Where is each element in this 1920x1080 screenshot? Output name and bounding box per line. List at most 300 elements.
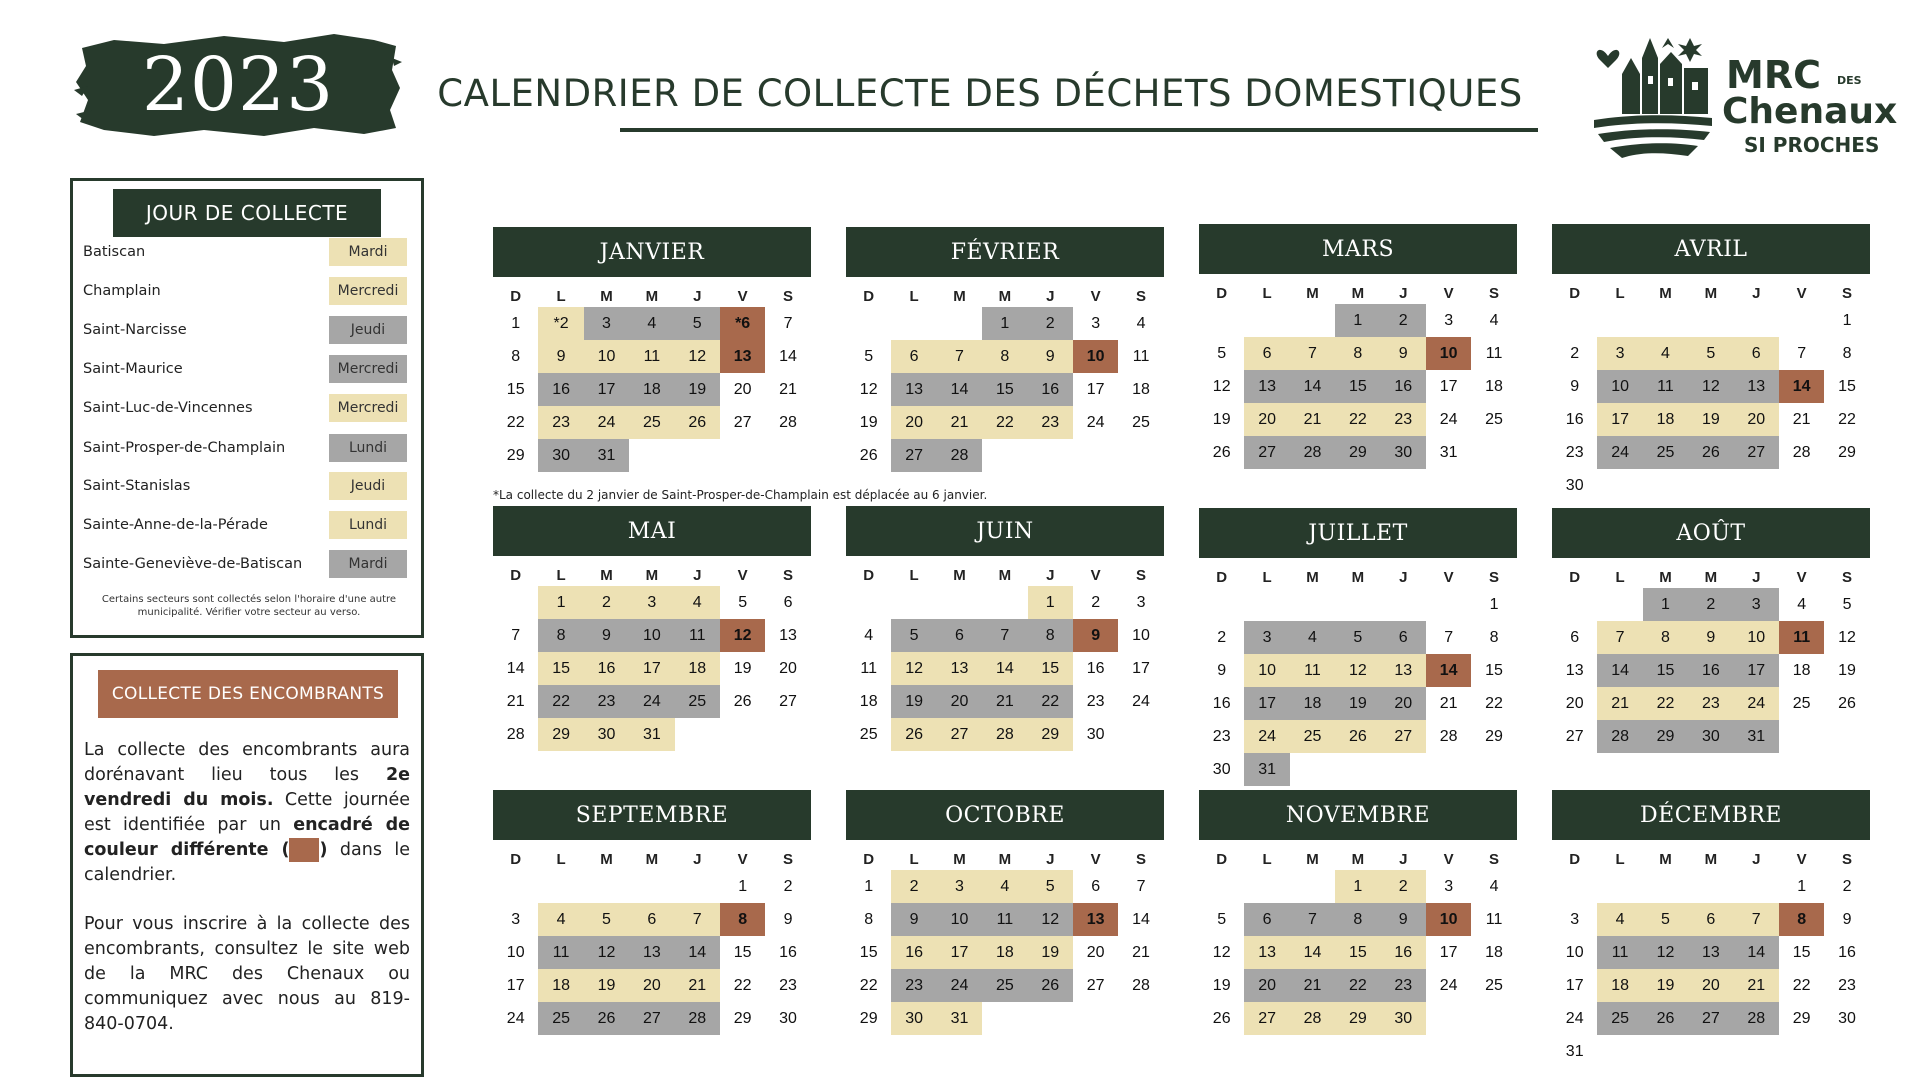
- weekday-label: J: [1046, 851, 1055, 868]
- collection-day: 28: [1597, 720, 1642, 753]
- weekday-label: D: [863, 567, 875, 584]
- collection-day: 28: [982, 718, 1027, 751]
- empty-day-cell: [1244, 870, 1289, 903]
- municipality-row: [83, 237, 407, 267]
- bulky-collection-day: 10: [1426, 337, 1471, 370]
- municipality-name: Saint-Stanislas: [83, 478, 191, 494]
- collection-day: 3: [584, 307, 629, 340]
- weekday-label: J: [1046, 567, 1055, 584]
- day-cell: 20: [1086, 943, 1105, 961]
- logo-mrc-text: MRC: [1726, 53, 1821, 97]
- collection-day: 27: [1734, 436, 1779, 469]
- weekday-label: V: [1090, 567, 1101, 584]
- municipality-name: Sainte-Anne-de-la-Pérade: [83, 517, 268, 533]
- empty-day-cell: [891, 586, 936, 619]
- municipality-row: [83, 276, 407, 306]
- logo-des-text: DES: [1837, 74, 1862, 87]
- day-cell: 7: [511, 626, 521, 644]
- empty-day-cell: [1597, 870, 1642, 903]
- collection-day: 2: [1381, 304, 1426, 337]
- day-cell: 20: [733, 380, 752, 398]
- collection-day: 20: [1244, 969, 1289, 1002]
- collection-day-badge: Mercredi: [329, 394, 407, 422]
- weekday-label: D: [863, 288, 875, 305]
- collection-day: 7: [675, 903, 720, 936]
- collection-day: 19: [891, 685, 936, 718]
- day-cell: 24: [1132, 692, 1150, 710]
- weekday-label: M: [1659, 851, 1672, 868]
- municipality-name: Saint-Luc-de-Vincennes: [83, 400, 253, 416]
- collection-day: 15: [538, 652, 583, 685]
- municipality-row: [83, 510, 407, 540]
- collection-day: 27: [937, 718, 982, 751]
- collection-day: 30: [1381, 1002, 1426, 1035]
- empty-day-cell: [1381, 588, 1426, 621]
- collection-day: 1: [1028, 586, 1073, 619]
- day-cell: 14: [779, 347, 797, 365]
- day-cell: 13: [1565, 661, 1584, 679]
- collection-day: 8: [538, 619, 583, 652]
- collection-day: 22: [1028, 685, 1073, 718]
- day-cell: 17: [1565, 976, 1584, 994]
- empty-day-cell: [1335, 588, 1380, 621]
- collection-day: 12: [675, 340, 720, 373]
- collection-day: 9: [538, 340, 583, 373]
- day-cell: 1: [738, 877, 748, 895]
- bulky-collection-day: 10: [1073, 340, 1118, 373]
- weekday-label: V: [737, 567, 748, 584]
- collection-day: 26: [1688, 436, 1733, 469]
- month-day-grid: [1199, 558, 1517, 786]
- day-cell: 28: [1132, 976, 1150, 994]
- collection-day: 6: [1734, 337, 1779, 370]
- bulky-collection-day: 13: [720, 340, 765, 373]
- collection-day: 6: [1244, 337, 1289, 370]
- weekday-label: L: [556, 567, 566, 584]
- weekday-label: M: [1351, 569, 1365, 586]
- municipality-row: [83, 354, 407, 384]
- weekday-label: L: [1262, 851, 1272, 868]
- collection-day: 16: [1381, 936, 1426, 969]
- day-cell: 18: [1485, 377, 1503, 395]
- collection-day: 17: [629, 652, 674, 685]
- weekday-label: L: [556, 851, 566, 868]
- collection-day: 4: [538, 903, 583, 936]
- day-cell: 29: [1485, 727, 1503, 745]
- weekday-label: J: [1752, 851, 1761, 868]
- collection-day: 30: [538, 439, 583, 472]
- collection-day: 28: [1734, 1002, 1779, 1035]
- day-cell: 18: [1485, 943, 1503, 961]
- weekday-label: D: [1216, 851, 1228, 868]
- logo-tagline: SI PROCHES: [1744, 133, 1880, 157]
- municipality-row: [83, 433, 407, 463]
- weekday-label: S: [1489, 285, 1500, 302]
- encombrants-color-swatch: [289, 838, 319, 862]
- day-cell: 22: [1838, 410, 1856, 428]
- day-cell: 26: [1838, 694, 1856, 712]
- day-cell: 7: [1136, 877, 1146, 895]
- empty-day-cell: [1552, 304, 1597, 337]
- collection-day: 19: [1688, 403, 1733, 436]
- month-day-grid: [1199, 840, 1517, 1035]
- collection-day: 9: [891, 903, 936, 936]
- empty-day-cell: [1290, 588, 1335, 621]
- collection-day: 9: [1688, 621, 1733, 654]
- collection-day: 16: [1381, 370, 1426, 403]
- bulky-collection-day: 9: [1073, 619, 1118, 652]
- day-cell: 4: [1489, 311, 1499, 329]
- year-label: 2023: [141, 42, 335, 128]
- collection-day: 18: [982, 936, 1027, 969]
- empty-day-cell: [493, 870, 538, 903]
- empty-day-cell: [846, 307, 891, 340]
- collection-day: 17: [584, 373, 629, 406]
- collection-day: 4: [675, 586, 720, 619]
- day-cell: 22: [1485, 694, 1503, 712]
- collection-day: 9: [1381, 903, 1426, 936]
- collection-day: 7: [1290, 903, 1335, 936]
- collection-day-badge: Jeudi: [329, 316, 407, 344]
- day-cell: 18: [1132, 380, 1150, 398]
- collection-day: 14: [1597, 654, 1642, 687]
- day-cell: 27: [1565, 727, 1584, 745]
- collection-day: 21: [1290, 969, 1335, 1002]
- day-cell: 2: [1570, 344, 1580, 362]
- month-title: SEPTEMBRE: [493, 790, 811, 840]
- collection-day: 2: [1688, 588, 1733, 621]
- weekday-label: M: [645, 567, 659, 584]
- weekday-label: L: [1615, 285, 1625, 302]
- day-cell: 3: [511, 910, 521, 928]
- day-cell: 21: [779, 380, 797, 398]
- collection-day: 20: [1244, 403, 1289, 436]
- weekday-label: V: [1090, 288, 1101, 305]
- day-cell: 18: [1792, 661, 1811, 679]
- day-cell: 1: [864, 877, 874, 895]
- month-title: JUIN: [846, 506, 1164, 556]
- collection-day: 13: [937, 652, 982, 685]
- weekday-label: D: [1216, 569, 1228, 586]
- collection-day: 23: [891, 969, 936, 1002]
- collection-day: 12: [1028, 903, 1073, 936]
- day-cell: 21: [1792, 410, 1811, 428]
- collection-day-badge: Mercredi: [329, 355, 407, 383]
- encombrants-title: COLLECTE DES ENCOMBRANTS: [98, 670, 398, 718]
- collection-day: 28: [675, 1002, 720, 1035]
- empty-day-cell: [493, 586, 538, 619]
- collection-day: 3: [1244, 621, 1289, 654]
- collection-day: 14: [675, 936, 720, 969]
- day-cell: 9: [1842, 910, 1852, 928]
- empty-day-cell: [1779, 304, 1824, 337]
- weekday-label: S: [1136, 567, 1147, 584]
- weekday-label: V: [1090, 851, 1101, 868]
- collection-day: 25: [1290, 720, 1335, 753]
- weekday-label: L: [1615, 851, 1625, 868]
- day-cell: 24: [1439, 410, 1458, 428]
- month-title: DÉCEMBRE: [1552, 790, 1870, 840]
- day-cell: 27: [1086, 976, 1105, 994]
- collection-day: 18: [1643, 403, 1688, 436]
- weekday-label: J: [693, 567, 702, 584]
- month-title: JUILLET: [1199, 508, 1517, 558]
- month-calendar: [1552, 224, 1870, 502]
- day-cell: 29: [1838, 443, 1856, 461]
- weekday-label: S: [1842, 569, 1853, 586]
- weekday-label: M: [998, 567, 1012, 584]
- day-cell: 2: [1217, 628, 1227, 646]
- collection-day-badge: Mardi: [329, 550, 407, 578]
- collection-day: 27: [1381, 720, 1426, 753]
- collection-day: 28: [1290, 1002, 1335, 1035]
- collection-day: 26: [891, 718, 936, 751]
- weekday-label: J: [1752, 569, 1761, 586]
- day-cell: 24: [1086, 413, 1105, 431]
- day-cell: 22: [506, 413, 525, 431]
- month-day-grid: [493, 556, 811, 751]
- collection-day: 24: [584, 406, 629, 439]
- weekday-label: M: [953, 288, 966, 305]
- weekday-label: M: [1704, 569, 1718, 586]
- collection-day: 12: [1335, 654, 1380, 687]
- month-title: AVRIL: [1552, 224, 1870, 274]
- day-cell: 17: [1439, 943, 1458, 961]
- collection-day: 25: [538, 1002, 583, 1035]
- day-cell: 30: [1838, 1009, 1856, 1027]
- day-cell: 29: [859, 1009, 878, 1027]
- month-title: AOÛT: [1552, 508, 1870, 558]
- day-cell: 10: [1132, 626, 1150, 644]
- day-cell: 12: [1212, 943, 1231, 961]
- collection-day: 22: [1335, 403, 1380, 436]
- collection-day-badge: Jeudi: [329, 472, 407, 500]
- day-cell: 23: [1838, 976, 1856, 994]
- day-cell: 17: [506, 976, 525, 994]
- day-cell: 8: [864, 910, 874, 928]
- collection-day: 19: [1643, 969, 1688, 1002]
- collection-day: 8: [1335, 337, 1380, 370]
- collection-day: 22: [1643, 687, 1688, 720]
- empty-day-cell: [1643, 870, 1688, 903]
- weekday-label: S: [1489, 851, 1500, 868]
- collection-day: 4: [1290, 621, 1335, 654]
- collection-day: 1: [538, 586, 583, 619]
- collection-day: 11: [1597, 936, 1642, 969]
- collection-day: 4: [629, 307, 674, 340]
- day-cell: 5: [864, 347, 874, 365]
- weekday-label: M: [953, 567, 966, 584]
- collection-day: 11: [982, 903, 1027, 936]
- collection-day: 18: [675, 652, 720, 685]
- weekday-label: S: [783, 567, 794, 584]
- collection-day: 19: [1028, 936, 1073, 969]
- weekday-label: L: [909, 851, 919, 868]
- day-cell: 5: [1217, 910, 1227, 928]
- collection-day: 27: [1244, 1002, 1289, 1035]
- day-cell: 15: [1792, 943, 1811, 961]
- collection-day: 31: [1734, 720, 1779, 753]
- collection-day: 1: [982, 307, 1027, 340]
- collection-day: 10: [629, 619, 674, 652]
- collection-day: 21: [675, 969, 720, 1002]
- collection-day: 25: [675, 685, 720, 718]
- collection-day: 18: [538, 969, 583, 1002]
- collection-day: 11: [629, 340, 674, 373]
- collection-day: 7: [1597, 621, 1642, 654]
- day-cell: 12: [1838, 628, 1856, 646]
- collection-day: 2: [1028, 307, 1073, 340]
- day-cell: 28: [1439, 727, 1458, 745]
- page-title: CALENDRIER DE COLLECTE DES DÉCHETS DOMESTIQUES: [437, 72, 1523, 115]
- collection-day: 15: [1335, 936, 1380, 969]
- weekday-label: D: [1569, 851, 1581, 868]
- day-cell: 29: [506, 446, 525, 464]
- empty-day-cell: [846, 586, 891, 619]
- collection-day: 23: [538, 406, 583, 439]
- day-cell: 2: [1842, 877, 1852, 895]
- day-cell: 4: [1136, 314, 1146, 332]
- day-cell: 23: [1212, 727, 1231, 745]
- collection-day: 20: [1734, 403, 1779, 436]
- day-cell: 8: [511, 347, 521, 365]
- day-cell: 8: [1842, 344, 1852, 362]
- collection-day: 30: [1688, 720, 1733, 753]
- month-calendar: [1552, 508, 1870, 753]
- day-cell: 4: [1797, 595, 1807, 613]
- month-title: MAI: [493, 506, 811, 556]
- month-calendar: [846, 790, 1164, 1035]
- weekday-label: D: [1216, 285, 1228, 302]
- day-cell: 3: [1444, 311, 1454, 329]
- day-cell: 25: [1485, 976, 1503, 994]
- weekday-label: D: [863, 851, 875, 868]
- day-cell: 10: [1565, 943, 1584, 961]
- collection-day: 20: [1381, 687, 1426, 720]
- collection-day: 31: [1244, 753, 1289, 786]
- weekday-label: M: [953, 851, 966, 868]
- month-day-grid: [846, 840, 1164, 1035]
- empty-day-cell: [1199, 304, 1244, 337]
- collection-day: 21: [937, 406, 982, 439]
- weekday-label: S: [1842, 285, 1853, 302]
- collection-day: 1: [1335, 304, 1380, 337]
- day-cell: 11: [1485, 910, 1503, 928]
- day-cell: 19: [1838, 661, 1856, 679]
- day-cell: 30: [1212, 760, 1231, 778]
- collection-day: 6: [891, 340, 936, 373]
- day-cell: 9: [1570, 377, 1580, 395]
- day-cell: 16: [1565, 410, 1584, 428]
- collection-day: 8: [1643, 621, 1688, 654]
- title-underline: [620, 128, 1538, 132]
- day-cell: 19: [733, 659, 752, 677]
- collection-day: 12: [1688, 370, 1733, 403]
- day-cell: 4: [1489, 877, 1499, 895]
- month-day-grid: [1552, 558, 1870, 753]
- collection-day: 23: [1381, 403, 1426, 436]
- municipality-name: Saint-Narcisse: [83, 322, 187, 338]
- day-cell: 1: [511, 314, 521, 332]
- collection-day: 29: [1335, 436, 1380, 469]
- collection-day: 24: [1734, 687, 1779, 720]
- weekday-label: M: [600, 567, 613, 584]
- collection-day: 6: [629, 903, 674, 936]
- day-cell: 11: [1485, 344, 1503, 362]
- weekday-label: S: [783, 851, 794, 868]
- empty-day-cell: [1426, 588, 1471, 621]
- collection-day-badge: Mercredi: [329, 277, 407, 305]
- day-cell: 5: [738, 593, 748, 611]
- collection-day: 28: [937, 439, 982, 472]
- day-cell: 12: [1212, 377, 1231, 395]
- collection-day: 30: [891, 1002, 936, 1035]
- weekday-label: L: [909, 567, 919, 584]
- encombrants-paragraph-2: Pour vous inscrire à la collecte des encombrants, consultez le site web de la MRC des Chenaux ou communiquez avec nous au 819-840-0704.: [84, 914, 410, 1034]
- collection-day: 9: [1381, 337, 1426, 370]
- empty-day-cell: [937, 586, 982, 619]
- collection-day: 6: [937, 619, 982, 652]
- collection-day: 31: [937, 1002, 982, 1035]
- day-cell: 26: [733, 692, 752, 710]
- empty-day-cell: [1597, 588, 1642, 621]
- collection-day: 15: [1028, 652, 1073, 685]
- weekday-label: V: [1443, 851, 1454, 868]
- collection-day: 13: [1688, 936, 1733, 969]
- collection-day: 16: [1688, 654, 1733, 687]
- month-calendar: [846, 227, 1164, 472]
- collection-day: 5: [675, 307, 720, 340]
- day-cell: 15: [733, 943, 752, 961]
- logo-chenaux-text: Chenaux: [1722, 91, 1898, 132]
- weekday-label: M: [1351, 285, 1365, 302]
- collection-day: 31: [629, 718, 674, 751]
- empty-day-cell: [1199, 588, 1244, 621]
- collection-day: 27: [1244, 436, 1289, 469]
- empty-day-cell: [1597, 304, 1642, 337]
- collection-day: 13: [1734, 370, 1779, 403]
- empty-day-cell: [1290, 870, 1335, 903]
- weekday-label: D: [510, 567, 522, 584]
- collection-day: 29: [1028, 718, 1073, 751]
- collection-day: 12: [1643, 936, 1688, 969]
- day-cell: 11: [1132, 347, 1150, 365]
- collection-day: 22: [1335, 969, 1380, 1002]
- collection-day: 20: [937, 685, 982, 718]
- day-cell: 3: [1136, 593, 1146, 611]
- collection-day: 19: [675, 373, 720, 406]
- day-cell: 17: [1086, 380, 1105, 398]
- collection-day: 1: [1335, 870, 1380, 903]
- collection-day: 20: [1688, 969, 1733, 1002]
- collection-day: 13: [1244, 370, 1289, 403]
- weekday-label: M: [1704, 285, 1718, 302]
- day-cell: 15: [1838, 377, 1856, 395]
- collection-day: 27: [891, 439, 936, 472]
- weekday-label: V: [737, 288, 748, 305]
- empty-day-cell: [675, 870, 720, 903]
- month-title: NOVEMBRE: [1199, 790, 1517, 840]
- collection-day: 23: [1688, 687, 1733, 720]
- weekday-label: M: [600, 288, 613, 305]
- collection-day: 26: [584, 1002, 629, 1035]
- month-calendar: [493, 227, 811, 472]
- day-cell: 27: [733, 413, 752, 431]
- day-cell: 24: [506, 1009, 525, 1027]
- day-cell: 1: [1797, 877, 1807, 895]
- collection-day: 5: [584, 903, 629, 936]
- municipality-row: [83, 549, 407, 579]
